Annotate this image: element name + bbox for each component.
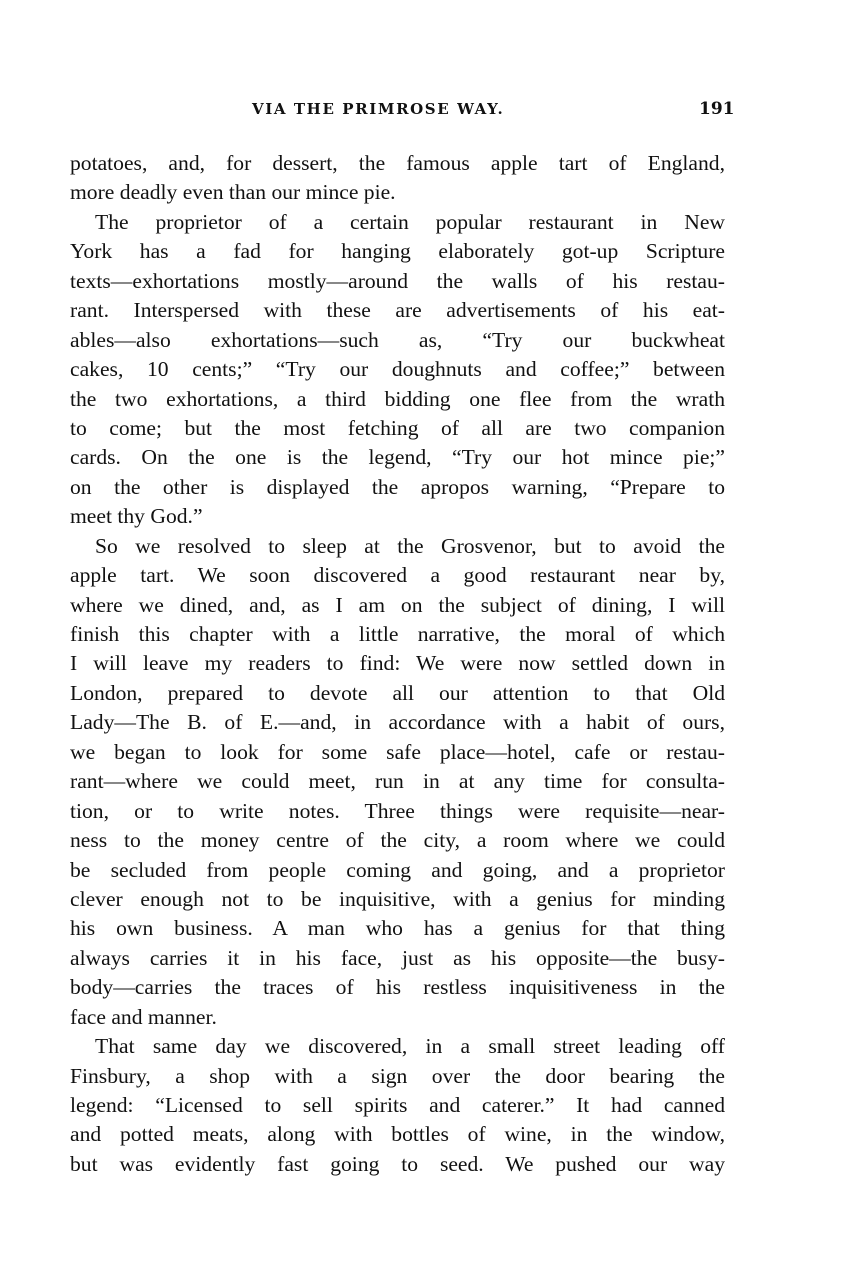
text-line: we began to look for some safe place—hotel, cafe or restau- (70, 739, 725, 764)
text-line: cards. On the one is the legend, “Try our hot mince pie;” (70, 445, 725, 470)
paragraph-first-line: That same day we discovered, in a small street leading off (95, 1034, 725, 1059)
text-line: London, prepared to devote all our attention to that Old (70, 680, 725, 705)
text-line: face and manner. (70, 1004, 217, 1029)
text-line: where we dined, and, as I am on the subject of dining, I will (70, 592, 725, 617)
text-line: texts—exhortations mostly—around the walls of his restau- (70, 268, 725, 293)
page-number: 191 (699, 99, 735, 119)
running-head-title: VIA THE PRIMROSE WAY. (252, 100, 505, 118)
text-line: be secluded from people coming and going, and a proprietor (70, 857, 725, 882)
text-line: rant. Interspersed with these are advertisements of his eat- (70, 298, 725, 323)
text-line: always carries it in his face, just as his opposite—the busy- (70, 945, 725, 970)
text-line: to come; but the most fetching of all are two companion (70, 415, 725, 440)
paragraph-first-line: So we resolved to sleep at the Grosvenor, but to avoid the (95, 533, 725, 558)
text-line: clever enough not to be inquisitive, with a genius for minding (70, 886, 725, 911)
text-line: cakes, 10 cents;” “Try our doughnuts and coffee;” between (70, 357, 725, 382)
text-line: ables—also exhortations—such as, “Try our buckwheat (70, 327, 725, 352)
body-text (70, 149, 725, 1179)
text-line: but was evidently fast going to seed. We pushed our way (70, 1151, 725, 1176)
text-line: finish this chapter with a little narrative, the moral of which (70, 622, 725, 646)
text-line: York has a fad for hanging elaborately got-up Scripture (70, 239, 725, 264)
text-line: Finsbury, a shop with a sign over the door bearing the (70, 1063, 725, 1088)
text-line: his own business. A man who has a genius for that thing (70, 916, 725, 941)
paragraph-first-line: The proprietor of a certain popular restaurant in New (95, 209, 725, 234)
text-line: potatoes, and, for dessert, the famous apple tart of England, (70, 151, 725, 175)
text-line: more deadly even than our mince pie. (70, 180, 396, 205)
text-line: ness to the money centre of the city, a room where we could (70, 828, 725, 853)
text-line: on the other is displayed the apropos warning, “Prepare to (70, 474, 725, 499)
text-line: I will leave my readers to find: We were now settled down in (70, 651, 725, 676)
text-line: meet thy God.” (70, 504, 203, 529)
text-line: apple tart. We soon discovered a good restaurant near by, (70, 563, 725, 588)
text-line: body—carries the traces of his restless inquisitiveness in the (70, 975, 725, 1000)
text-line: and potted meats, along with bottles of wine, in the window, (70, 1122, 725, 1147)
text-line: tion, or to write notes. Three things were requisite—near- (70, 798, 725, 823)
text-line: rant—where we could meet, run in at any time for consulta- (70, 769, 725, 794)
text-line: the two exhortations, a third bidding one flee from the wrath (70, 386, 725, 411)
text-line: legend: “Licensed to sell spirits and caterer.” It had canned (70, 1093, 725, 1117)
text-line: Lady—The B. of E.—and, in accordance with a habit of ours, (70, 710, 725, 735)
